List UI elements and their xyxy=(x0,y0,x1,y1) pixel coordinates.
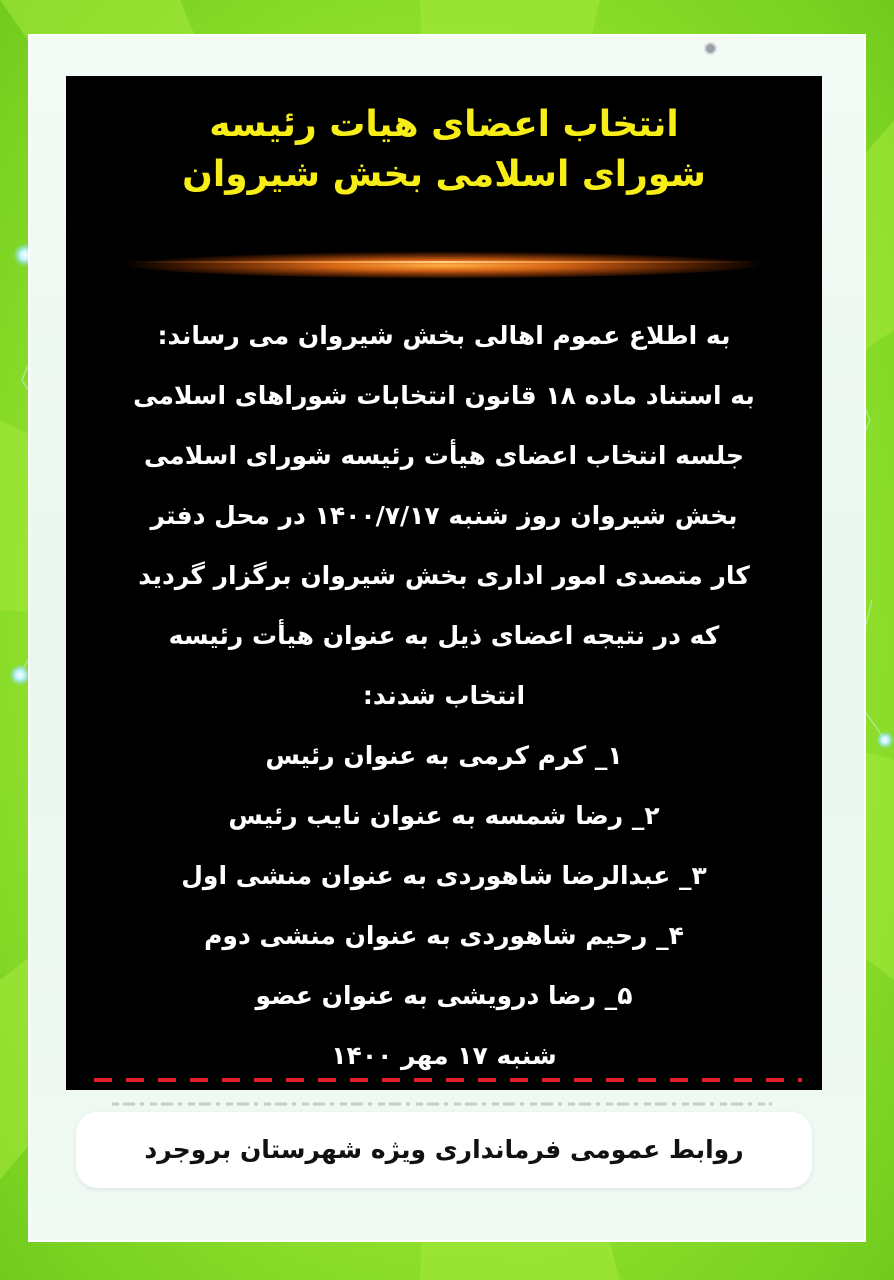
background-faded-text xyxy=(112,1096,772,1110)
frame-pin-dot xyxy=(704,42,717,55)
body-line: که در نتیجه اعضای ذیل به عنوان هیأت رئیسه xyxy=(168,621,720,650)
body-line: انتخاب شدند: xyxy=(362,681,526,710)
announcement-title xyxy=(66,100,822,200)
footer-credit: روابط عمومی فرمانداری ویژه شهرستان بروجرد xyxy=(144,1135,744,1164)
body-line: به اطلاع عموم اهالی بخش شیروان می رساند: xyxy=(157,321,731,350)
body-line: جلسه انتخاب اعضای هیأت رئیسه شورای اسلامی xyxy=(144,441,744,470)
member-item-3: ۳_ عبدالرضا شاهوردی به عنوان منشی اول xyxy=(181,861,707,890)
announcement-date: شنبه ۱۷ مهر ۱۴۰۰ xyxy=(331,1041,557,1070)
body-line: بخش شیروان روز شنبه ۱۴۰۰/۷/۱۷ در محل دفتر xyxy=(150,501,738,530)
body-line: به استناد ماده ۱۸ قانون انتخابات شوراهای اسلامی xyxy=(133,381,755,410)
title-line-1: انتخاب اعضای هیات رئیسه xyxy=(209,104,679,145)
orange-glow-divider xyxy=(122,244,766,278)
body-line: کار متصدی امور اداری بخش شیروان برگزار گردید xyxy=(138,561,750,590)
member-item-1: ۱_ کرم کرمی به عنوان رئیس xyxy=(265,741,623,770)
announcement-body xyxy=(88,306,800,1086)
member-item-4: ۴_ رحیم شاهوردی به عنوان منشی دوم xyxy=(204,921,684,950)
member-item-2: ۲_ رضا شمسه به عنوان نایب رئیس xyxy=(228,801,660,830)
member-item-5: ۵_ رضا درویشی به عنوان عضو xyxy=(255,981,633,1010)
title-line-2: شورای اسلامی بخش شیروان xyxy=(182,154,706,195)
